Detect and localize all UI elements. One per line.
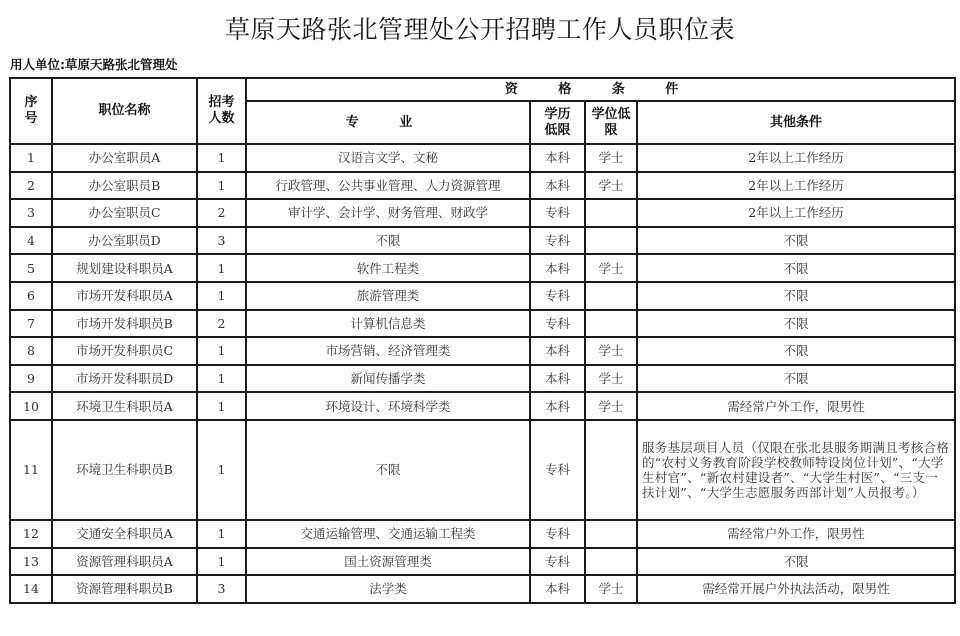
cell-count: 1 (197, 365, 246, 393)
cell-count: 2 (197, 199, 246, 227)
cell-other: 需经常开展户外执法活动，限男性 (637, 575, 955, 603)
cell-education: 专科 (530, 199, 585, 227)
cell-education: 专科 (530, 548, 585, 576)
cell-seq: 9 (10, 365, 52, 393)
header-major: 专 业 (246, 101, 530, 144)
cell-seq: 11 (10, 420, 52, 520)
cell-position: 办公室职员A (52, 144, 197, 172)
cell-seq: 4 (10, 227, 52, 255)
cell-position: 办公室职员D (52, 227, 197, 255)
cell-position: 资源管理科职员B (52, 575, 197, 603)
cell-seq: 10 (10, 392, 52, 420)
cell-count: 1 (197, 337, 246, 365)
cell-degree (585, 420, 637, 520)
table-row (10, 227, 955, 255)
header-other: 其他条件 (637, 101, 955, 144)
position-table (9, 77, 956, 604)
cell-education: 专科 (530, 227, 585, 255)
cell-other: 不限 (637, 337, 955, 365)
cell-major: 市场营销、经济管理类 (246, 337, 530, 365)
cell-major: 计算机信息类 (246, 310, 530, 338)
table-row (10, 310, 955, 338)
cell-seq: 12 (10, 520, 52, 548)
cell-other: 不限 (637, 227, 955, 255)
cell-degree: 学士 (585, 172, 637, 200)
cell-position: 环境卫生科职员B (52, 420, 197, 520)
cell-major: 行政管理、公共事业管理、人力资源管理 (246, 172, 530, 200)
cell-degree: 学士 (585, 144, 637, 172)
cell-count: 1 (197, 254, 246, 282)
document-title: 草原天路张北管理处公开招聘工作人员职位表 (224, 15, 735, 44)
table-row (10, 575, 955, 603)
table-row (10, 520, 955, 548)
header-degree: 学位低限 (585, 101, 637, 144)
cell-other: 不限 (637, 254, 955, 282)
cell-seq: 2 (10, 172, 52, 200)
cell-other: 不限 (637, 282, 955, 310)
cell-seq: 13 (10, 548, 52, 576)
cell-major: 汉语言文学、文秘 (246, 144, 530, 172)
cell-degree (585, 520, 637, 548)
cell-education: 专科 (530, 310, 585, 338)
header-education: 学历低限 (530, 101, 585, 144)
cell-degree (585, 227, 637, 255)
table-row (10, 420, 955, 520)
cell-degree: 学士 (585, 575, 637, 603)
cell-other: 2年以上工作经历 (637, 172, 955, 200)
cell-count: 1 (197, 520, 246, 548)
table-row (10, 254, 955, 282)
header-seq: 序号 (10, 78, 52, 144)
cell-position: 交通安全科职员A (52, 520, 197, 548)
cell-count: 1 (197, 548, 246, 576)
table-row (10, 172, 955, 200)
table-row (10, 365, 955, 393)
cell-degree (585, 199, 637, 227)
cell-degree (585, 282, 637, 310)
cell-count: 1 (197, 144, 246, 172)
cell-position: 规划建设科职员A (52, 254, 197, 282)
cell-count: 2 (197, 310, 246, 338)
cell-major: 不限 (246, 420, 530, 520)
cell-count: 1 (197, 172, 246, 200)
table-row (10, 282, 955, 310)
cell-education: 本科 (530, 254, 585, 282)
table-row (10, 199, 955, 227)
table-row (10, 392, 955, 420)
cell-position: 资源管理科职员A (52, 548, 197, 576)
header-qualifications: 资 格 条 件 (246, 78, 955, 101)
cell-position: 办公室职员B (52, 172, 197, 200)
cell-education: 专科 (530, 520, 585, 548)
table-row (10, 144, 955, 172)
cell-education: 专科 (530, 420, 585, 520)
cell-education: 专科 (530, 282, 585, 310)
cell-other: 2年以上工作经历 (637, 199, 955, 227)
cell-count: 3 (197, 575, 246, 603)
cell-degree (585, 310, 637, 338)
cell-education: 本科 (530, 172, 585, 200)
cell-education: 本科 (530, 575, 585, 603)
cell-count: 1 (197, 420, 246, 520)
table-row (10, 548, 955, 576)
cell-education: 本科 (530, 144, 585, 172)
cell-major: 法学类 (246, 575, 530, 603)
header-count: 招考人数 (197, 78, 246, 144)
cell-seq: 5 (10, 254, 52, 282)
cell-other: 不限 (637, 365, 955, 393)
cell-degree: 学士 (585, 254, 637, 282)
table-row (10, 337, 955, 365)
cell-major: 国土资源管理类 (246, 548, 530, 576)
cell-count: 3 (197, 227, 246, 255)
cell-position: 市场开发科职员D (52, 365, 197, 393)
cell-position: 市场开发科职员C (52, 337, 197, 365)
cell-education: 本科 (530, 392, 585, 420)
cell-education: 本科 (530, 365, 585, 393)
cell-other: 服务基层项目人员（仅限在张北县服务期满且考核合格的“农村义务教育阶段学校教师特设岗位计划”、“大学生村官”、“新农村建设者”、“大学生村医”、“三支一扶计划”、“大学生志愿服务西部计划”人员报考。） (637, 420, 955, 520)
cell-seq: 8 (10, 337, 52, 365)
cell-major: 审计学、会计学、财务管理、财政学 (246, 199, 530, 227)
cell-other: 需经常户外工作，限男性 (637, 520, 955, 548)
cell-degree (585, 548, 637, 576)
cell-major: 新闻传播学类 (246, 365, 530, 393)
cell-major: 软件工程类 (246, 254, 530, 282)
cell-position: 办公室职员C (52, 199, 197, 227)
cell-other: 需经常户外工作，限男性 (637, 392, 955, 420)
cell-position: 环境卫生科职员A (52, 392, 197, 420)
cell-count: 1 (197, 282, 246, 310)
cell-other: 不限 (637, 548, 955, 576)
cell-education: 本科 (530, 337, 585, 365)
cell-major: 交通运输管理、交通运输工程类 (246, 520, 530, 548)
cell-degree: 学士 (585, 392, 637, 420)
cell-major: 不限 (246, 227, 530, 255)
cell-major: 环境设计、环境科学类 (246, 392, 530, 420)
cell-degree: 学士 (585, 337, 637, 365)
cell-other: 2年以上工作经历 (637, 144, 955, 172)
cell-degree: 学士 (585, 365, 637, 393)
cell-seq: 7 (10, 310, 52, 338)
header-position: 职位名称 (52, 78, 197, 144)
cell-seq: 6 (10, 282, 52, 310)
cell-major: 旅游管理类 (246, 282, 530, 310)
cell-seq: 3 (10, 199, 52, 227)
cell-other: 不限 (637, 310, 955, 338)
cell-seq: 14 (10, 575, 52, 603)
cell-position: 市场开发科职员B (52, 310, 197, 338)
employer-unit-label: 用人单位:草原天路张北管理处 (10, 57, 178, 72)
cell-seq: 1 (10, 144, 52, 172)
cell-count: 1 (197, 392, 246, 420)
cell-position: 市场开发科职员A (52, 282, 197, 310)
